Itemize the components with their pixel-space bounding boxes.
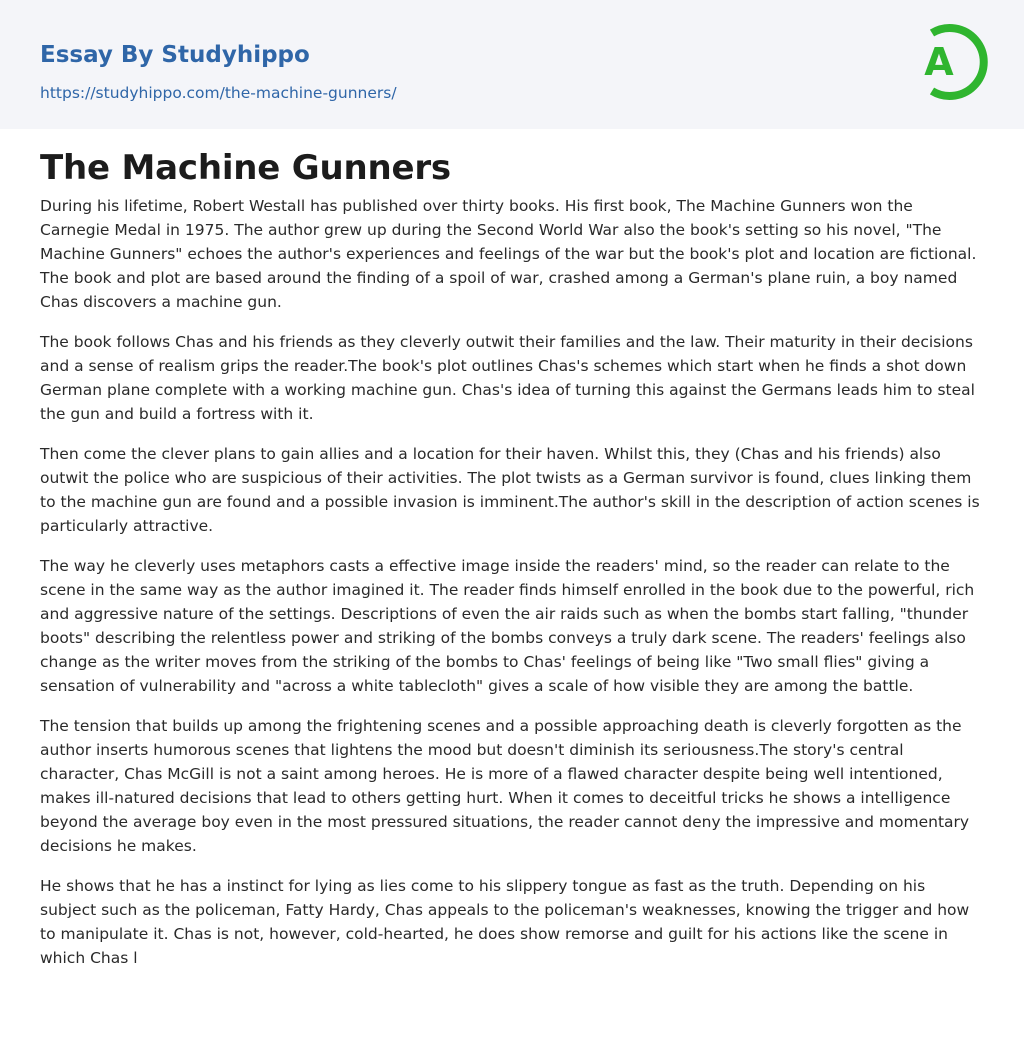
- article-paragraph-1: During his lifetime, Robert Westall has published over thirty books. His first book, The Machine Gunners won the Carnegie Medal in 1975. The author grew up during the Second World War also the book's setting so his novel, "The Machine Gunners" echoes the author's experiences and feelings of the war but the book's plot and location are fictional. The book and plot are based around the finding of a spoil of war, crashed among a German's plane ruin, a boy named Chas discovers a machine gun.: [40, 197, 977, 311]
- article-paragraph-5: The tension that builds up among the frightening scenes and a possible approaching death is cleverly forgotten as the author inserts humorous scenes that lightens the mood but doesn't diminish its seriousness.The story's central character, Chas McGill is not a saint among heroes. He is more of a flawed character despite being well intentioned, makes ill-natured decisions that lead to others getting hurt. When it comes to deceitful tricks he shows a intelligence beyond the average boy even in the most pressured situations, the reader cannot deny the impressive and momentary decisions he makes.: [40, 717, 970, 855]
- essay-url-link[interactable]: https://studyhippo.com/the-machine-gunners/: [40, 84, 397, 102]
- article-paragraph-6: He shows that he has a instinct for lying as lies come to his slippery tongue as fast as the truth. Depending on his subject such as the policeman, Fatty Hardy, Chas appeals to the policeman's weaknesses, knowing the trigger and how to manipulate it. Chas is not, however, cold-hearted, he does show remorse and guilt for his actions like the scene in which Chas l: [40, 877, 970, 967]
- article: [40, 146, 984, 986]
- studyhippo-logo-icon[interactable]: [912, 18, 988, 106]
- article-paragraph-3: Then come the clever plans to gain allies and a location for their haven. Whilst this, they (Chas and his friends) also outwit the police who are suspicious of their activities. The plot twists as a German survivor is found, clues linking them to the machine gun are found and a possible invasion is imminent.The author's skill in the description of action scenes is particularly attractive.: [40, 445, 980, 535]
- logo-letter: A: [924, 40, 954, 84]
- site-title[interactable]: Essay By Studyhippo: [40, 42, 310, 68]
- page-title: The Machine Gunners: [40, 148, 451, 188]
- article-paragraph-2: The book follows Chas and his friends as they cleverly outwit their families and the law. Their maturity in their decisions and a sense of realism grips the reader.The book's plot outlines Chas's schemes which start when he finds a shot down German plane complete with a working machine gun. Chas's idea of turning this against the Germans leads him to steal the gun and build a fortress with it.: [40, 333, 975, 423]
- site-header: [0, 0, 1024, 129]
- article-paragraph-4: The way he cleverly uses metaphors casts a effective image inside the readers' mind, so the reader can relate to the scene in the same way as the author imagined it. The reader finds himself enrolled in the book due to the powerful, rich and aggressive nature of the settings. Descriptions of even the air raids such as when the bombs start falling, "thunder boots" describing the relentless power and striking of the bombs conveys a truly dark scene. The readers' feelings also change as the writer moves from the striking of the bombs to Chas' feelings of being like "Two small flies" giving a sensation of vulnerability and "across a white tablecloth" gives a scale of how visible they are among the battle.: [40, 557, 975, 695]
